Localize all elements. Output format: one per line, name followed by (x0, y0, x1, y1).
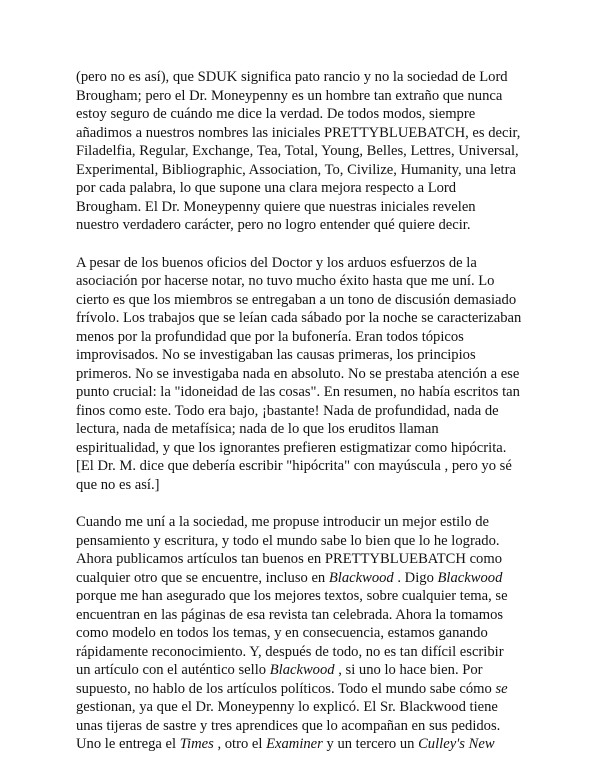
text-line (76, 328, 536, 347)
text-segment: porque me han asegurado que los mejores textos, sobre cualquier tema, se (76, 588, 508, 604)
text-segment: encuentran en las páginas de esa revista tan celebrada. Ahora la tomamos (76, 606, 504, 623)
text-segment: Uno le entrega el (76, 736, 180, 752)
text-segment: Filadelfia, Regular, Exchange, Tea, Total, Young, Belles, Lettres, Universal, (76, 143, 519, 159)
italic-text: se (495, 680, 508, 697)
text-segment: cierto es que los miembros se entregaban a un tono de discusión demasiado (76, 291, 517, 308)
text-segment: nuestro verdadero carácter, pero no logro entender qué quiere decir. (76, 217, 471, 233)
text-segment: añadimos a nuestros nombres las iniciales PRETTYBLUEBATCH, es decir, (76, 124, 521, 141)
text-line (76, 142, 536, 161)
text-line (76, 402, 536, 421)
text-line (76, 698, 536, 717)
text-segment: lectura, nada de metafísica; nada de lo que los eruditos llaman (76, 421, 439, 437)
text-line (76, 643, 536, 662)
text-line (76, 365, 536, 384)
text-segment: que no es así.] (76, 476, 160, 493)
text-segment: asociación por hacerse notar, no tuvo mucho éxito hasta que me uní. Lo (76, 273, 495, 289)
text-line (76, 87, 536, 106)
text-segment: unas tijeras de sastre y tres aprendices que lo acompañan en sus pedidos. (76, 717, 501, 734)
body-paragraph (76, 513, 536, 754)
text-segment: y un tercero un (322, 736, 419, 752)
text-segment: menos por la profundidad que por la bufonería. Eran todos tópicos (76, 328, 464, 345)
text-line (76, 383, 536, 402)
document-page (76, 68, 536, 773)
text-line (76, 513, 536, 532)
text-line (76, 532, 536, 551)
text-line (76, 161, 536, 180)
body-paragraph (76, 68, 536, 235)
text-segment: , otro el (213, 736, 267, 752)
text-line (76, 457, 536, 476)
text-line (76, 309, 536, 328)
text-line (76, 420, 536, 439)
text-line (76, 476, 536, 495)
text-line (76, 550, 536, 569)
text-line (76, 717, 536, 736)
text-segment: Experimental, Bibliographic, Association, To, Civilize, Humanity, una letra (76, 161, 516, 178)
text-segment: A pesar de los buenos oficios del Doctor y los arduos esfuerzos de la (76, 254, 477, 271)
text-segment: por cada palabra, lo que supone una clara mejora respecto a Lord (76, 180, 457, 196)
text-line (76, 439, 536, 458)
body-paragraph (76, 254, 536, 495)
text-segment: [El Dr. M. dice que debería escribir "hipócrita" con mayúscula , pero yo sé (76, 458, 512, 474)
text-segment: . Digo (393, 569, 438, 586)
text-line (76, 606, 536, 625)
text-segment: , si uno lo hace bien. Por (334, 662, 483, 678)
text-segment: primeros. No se investigaba nada en absoluto. No se prestaba atención a ese (76, 365, 520, 382)
text-segment: Cuando me uní a la sociedad, me propuse introducir un mejor estilo de (76, 514, 489, 530)
text-line (76, 272, 536, 291)
italic-text: Blackwood (269, 662, 335, 678)
text-line (76, 198, 536, 217)
italic-text: Culley's New (418, 736, 495, 752)
text-segment: Brougham; pero el Dr. Moneypenny es un hombre tan extraño que nunca (76, 87, 503, 104)
text-segment: espiritualidad, y que los ignorantes prefieren estigmatizar como hipócrita. (76, 439, 507, 456)
text-segment: gestionan, ya que el Dr. Moneypenny lo explicó. El Sr. Blackwood tiene (76, 699, 498, 715)
text-segment: frívolo. Los trabajos que se leían cada sábado por la noche se caracterizaban (76, 310, 522, 326)
italic-text: Examiner (266, 736, 323, 752)
text-segment: Ahora publicamos artículos tan buenos en PRETTYBLUEBATCH como (76, 551, 502, 567)
text-segment: como modelo en todos los temas, y en consecuencia, estamos ganando (76, 625, 488, 641)
text-segment: improvisados. No se investigaban las causas primeras, los principios (76, 347, 476, 363)
text-line (76, 569, 536, 588)
italic-text: Times (179, 736, 214, 752)
text-line (76, 179, 536, 198)
text-line (76, 587, 536, 606)
text-segment: (pero no es así), que SDUK significa pato rancio y no la sociedad de Lord (76, 69, 508, 85)
text-segment: un artículo con el auténtico sello (76, 662, 270, 678)
text-line (76, 105, 536, 124)
text-segment: cualquier otro que se encuentre, incluso en (76, 569, 329, 586)
text-line (76, 124, 536, 143)
text-line (76, 68, 536, 87)
text-segment: pensamiento y escritura, y todo el mundo sabe lo bien que lo he logrado. (76, 532, 500, 549)
text-line (76, 735, 536, 754)
text-segment: estoy seguro de cuándo me dice la verdad. De todos modos, siempre (76, 106, 476, 122)
text-line (76, 216, 536, 235)
italic-text: Blackwood (437, 569, 503, 586)
text-line (76, 291, 536, 310)
text-line (76, 661, 536, 680)
text-line (76, 680, 536, 699)
text-segment: punto crucial: la "idoneidad de las cosas". En resumen, no había escritos tan (76, 384, 520, 400)
text-segment: supuesto, no hablo de los artículos políticos. Todo el mundo sabe cómo (76, 680, 496, 697)
text-segment: finos como este. Todo era bajo, ¡bastante! Nada de profundidad, nada de (76, 402, 499, 419)
italic-text: Blackwood (328, 569, 394, 586)
text-line (76, 624, 536, 643)
text-segment: Brougham. El Dr. Moneypenny quiere que nuestras iniciales revelen (76, 198, 476, 215)
text-segment: rápidamente reconocimiento. Y, después de todo, no es tan difícil escribir (76, 643, 504, 660)
text-line (76, 346, 536, 365)
text-line (76, 254, 536, 273)
